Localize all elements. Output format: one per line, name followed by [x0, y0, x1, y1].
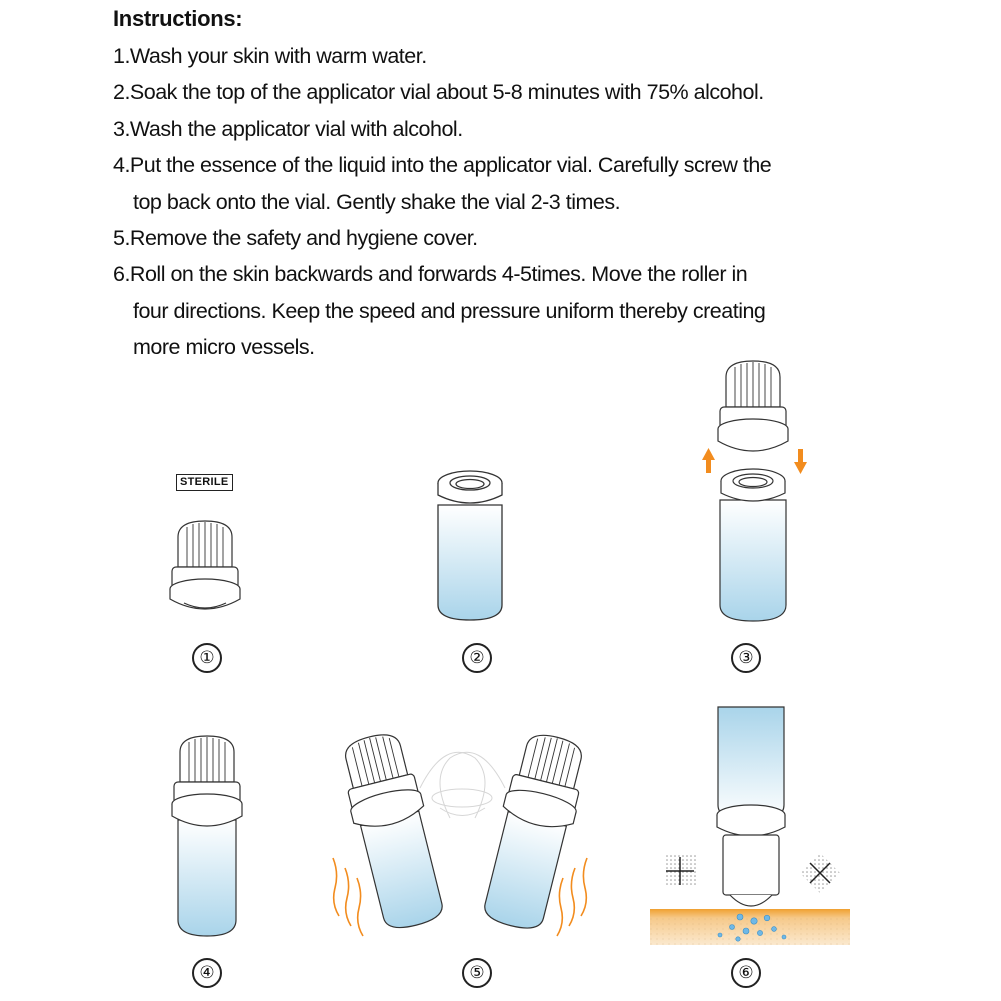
step-6 [113, 256, 973, 365]
sterile-label: STERILE [176, 474, 233, 491]
step-number-6: ⑥ [731, 958, 761, 988]
vial-figure [432, 465, 508, 625]
step-number-1: ① [192, 643, 222, 673]
step-text-continued: four directions. Keep the speed and pressure uniform thereby creating [133, 298, 766, 323]
step-number-2: ② [462, 643, 492, 673]
step-3 [113, 111, 973, 147]
assembled-roller-figure [162, 730, 252, 945]
step-text-continued: top back onto the vial. Gently shake the vial 2-3 times. [133, 189, 621, 214]
step-number-3: ③ [731, 643, 761, 673]
assembly-figure [690, 355, 820, 630]
step-text: 4.Put the essence of the liquid into the applicator vial. Carefully screw the [113, 153, 772, 178]
step-text-continued: more micro vessels. [133, 335, 315, 360]
step-1 [113, 38, 973, 74]
step-text: 2.Soak the top of the applicator vial about 5-8 minutes with 75% alcohol. [113, 80, 764, 105]
step-text: 5.Remove the safety and hygiene cover. [113, 226, 478, 251]
step-2 [113, 74, 973, 110]
step-4 [113, 147, 973, 220]
instructions-block [113, 6, 973, 366]
instructions-heading: Instructions: [113, 6, 243, 31]
rolling-on-skin-figure [650, 703, 850, 948]
step-text: 3.Wash the applicator vial with alcohol. [113, 116, 463, 141]
roller-head-figure [160, 515, 250, 625]
shaking-figure [325, 728, 600, 948]
step-text: 6.Roll on the skin backwards and forwards 4-5times. Move the roller in [113, 262, 748, 287]
step-number-4: ④ [192, 958, 222, 988]
step-number-5: ⑤ [462, 958, 492, 988]
step-5 [113, 220, 973, 256]
step-text: 1.Wash your skin with warm water. [113, 44, 427, 68]
